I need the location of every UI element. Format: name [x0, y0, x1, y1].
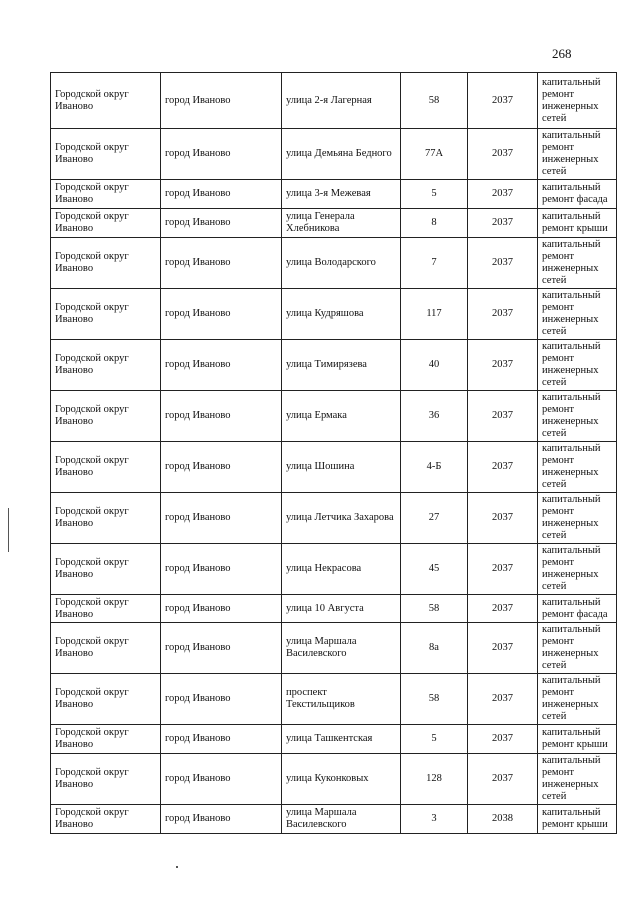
cell-city: город Иваново	[161, 674, 282, 725]
cell-city: город Иваново	[161, 289, 282, 340]
scan-artifact-line	[8, 508, 9, 552]
register-table	[50, 72, 617, 834]
cell-year: 2037	[468, 391, 538, 442]
cell-work-type: капитальный ремонт крыши	[538, 209, 617, 238]
cell-year: 2037	[468, 493, 538, 544]
cell-city: город Иваново	[161, 442, 282, 493]
cell-okrug: Городской округ Иваново	[51, 180, 161, 209]
page-number: 268	[552, 46, 572, 61]
cell-year: 2037	[468, 289, 538, 340]
register-table-body	[51, 73, 617, 834]
cell-work-type: капитальный ремонт инженерных сетей	[538, 754, 617, 805]
cell-street: улица Маршала Василевского	[282, 805, 401, 834]
cell-year: 2038	[468, 805, 538, 834]
cell-house-number: 4-Б	[401, 442, 468, 493]
cell-okrug: Городской округ Иваново	[51, 493, 161, 544]
cell-year: 2037	[468, 73, 538, 129]
cell-house-number: 5	[401, 725, 468, 754]
cell-okrug: Городской округ Иваново	[51, 725, 161, 754]
table-row	[51, 442, 617, 493]
cell-house-number: 3	[401, 805, 468, 834]
cell-street: улица Генерала Хлебникова	[282, 209, 401, 238]
cell-city: город Иваново	[161, 391, 282, 442]
scan-artifact-dot	[176, 866, 178, 868]
table-row	[51, 623, 617, 674]
cell-okrug: Городской округ Иваново	[51, 209, 161, 238]
table-row	[51, 73, 617, 129]
cell-house-number: 77А	[401, 129, 468, 180]
cell-work-type: капитальный ремонт инженерных сетей	[538, 129, 617, 180]
table-row	[51, 180, 617, 209]
cell-house-number: 8а	[401, 623, 468, 674]
cell-street: улица Летчика Захарова	[282, 493, 401, 544]
cell-okrug: Городской округ Иваново	[51, 391, 161, 442]
table-row	[51, 544, 617, 595]
cell-okrug: Городской округ Иваново	[51, 674, 161, 725]
cell-work-type: капитальный ремонт крыши	[538, 725, 617, 754]
cell-house-number: 36	[401, 391, 468, 442]
cell-house-number: 58	[401, 674, 468, 725]
table-row	[51, 805, 617, 834]
cell-work-type: капитальный ремонт инженерных сетей	[538, 238, 617, 289]
cell-city: город Иваново	[161, 805, 282, 834]
cell-street: улица Володарского	[282, 238, 401, 289]
cell-work-type: капитальный ремонт инженерных сетей	[538, 544, 617, 595]
cell-street: улица Куконковых	[282, 754, 401, 805]
table-row	[51, 595, 617, 623]
cell-work-type: капитальный ремонт фасада	[538, 595, 617, 623]
cell-work-type: капитальный ремонт крыши	[538, 805, 617, 834]
cell-year: 2037	[468, 623, 538, 674]
cell-house-number: 5	[401, 180, 468, 209]
cell-year: 2037	[468, 595, 538, 623]
table-row	[51, 674, 617, 725]
cell-okrug: Городской округ Иваново	[51, 340, 161, 391]
cell-house-number: 45	[401, 544, 468, 595]
table-row	[51, 725, 617, 754]
cell-street: улица 3-я Межевая	[282, 180, 401, 209]
cell-street: улица Шошина	[282, 442, 401, 493]
cell-work-type: капитальный ремонт инженерных сетей	[538, 340, 617, 391]
cell-street: улица Ермака	[282, 391, 401, 442]
cell-city: город Иваново	[161, 754, 282, 805]
table-row	[51, 493, 617, 544]
cell-year: 2037	[468, 180, 538, 209]
cell-okrug: Городской округ Иваново	[51, 238, 161, 289]
cell-work-type: капитальный ремонт инженерных сетей	[538, 289, 617, 340]
cell-year: 2037	[468, 544, 538, 595]
cell-okrug: Городской округ Иваново	[51, 442, 161, 493]
cell-street: улица Некрасова	[282, 544, 401, 595]
cell-street: улица 10 Августа	[282, 595, 401, 623]
cell-house-number: 58	[401, 73, 468, 129]
cell-work-type: капитальный ремонт инженерных сетей	[538, 391, 617, 442]
cell-street: улица Тимирязева	[282, 340, 401, 391]
cell-work-type: капитальный ремонт инженерных сетей	[538, 674, 617, 725]
table-row	[51, 391, 617, 442]
cell-year: 2037	[468, 725, 538, 754]
cell-okrug: Городской округ Иваново	[51, 595, 161, 623]
cell-city: город Иваново	[161, 129, 282, 180]
cell-year: 2037	[468, 442, 538, 493]
cell-street: проспект Текстильщиков	[282, 674, 401, 725]
cell-house-number: 128	[401, 754, 468, 805]
cell-okrug: Городской округ Иваново	[51, 805, 161, 834]
cell-house-number: 7	[401, 238, 468, 289]
cell-year: 2037	[468, 340, 538, 391]
cell-okrug: Городской округ Иваново	[51, 544, 161, 595]
cell-work-type: капитальный ремонт инженерных сетей	[538, 442, 617, 493]
cell-street: улица Демьяна Бедного	[282, 129, 401, 180]
cell-work-type: капитальный ремонт инженерных сетей	[538, 73, 617, 129]
cell-city: город Иваново	[161, 180, 282, 209]
cell-house-number: 58	[401, 595, 468, 623]
cell-year: 2037	[468, 129, 538, 180]
cell-house-number: 117	[401, 289, 468, 340]
cell-city: город Иваново	[161, 725, 282, 754]
table-row	[51, 340, 617, 391]
cell-okrug: Городской округ Иваново	[51, 129, 161, 180]
cell-work-type: капитальный ремонт инженерных сетей	[538, 623, 617, 674]
cell-year: 2037	[468, 754, 538, 805]
cell-okrug: Городской округ Иваново	[51, 754, 161, 805]
cell-year: 2037	[468, 238, 538, 289]
cell-city: город Иваново	[161, 493, 282, 544]
cell-year: 2037	[468, 674, 538, 725]
cell-work-type: капитальный ремонт инженерных сетей	[538, 493, 617, 544]
table-row	[51, 209, 617, 238]
cell-city: город Иваново	[161, 238, 282, 289]
cell-city: город Иваново	[161, 340, 282, 391]
table-row	[51, 754, 617, 805]
cell-city: город Иваново	[161, 544, 282, 595]
cell-year: 2037	[468, 209, 538, 238]
cell-house-number: 27	[401, 493, 468, 544]
table-row	[51, 289, 617, 340]
cell-street: улица 2-я Лагерная	[282, 73, 401, 129]
cell-city: город Иваново	[161, 209, 282, 238]
cell-street: улица Маршала Василевского	[282, 623, 401, 674]
cell-city: город Иваново	[161, 623, 282, 674]
cell-work-type: капитальный ремонт фасада	[538, 180, 617, 209]
cell-okrug: Городской округ Иваново	[51, 73, 161, 129]
cell-okrug: Городской округ Иваново	[51, 289, 161, 340]
cell-street: улица Ташкентская	[282, 725, 401, 754]
cell-house-number: 8	[401, 209, 468, 238]
cell-house-number: 40	[401, 340, 468, 391]
cell-okrug: Городской округ Иваново	[51, 623, 161, 674]
table-row	[51, 238, 617, 289]
cell-city: город Иваново	[161, 73, 282, 129]
table-row	[51, 129, 617, 180]
cell-city: город Иваново	[161, 595, 282, 623]
cell-street: улица Кудряшова	[282, 289, 401, 340]
